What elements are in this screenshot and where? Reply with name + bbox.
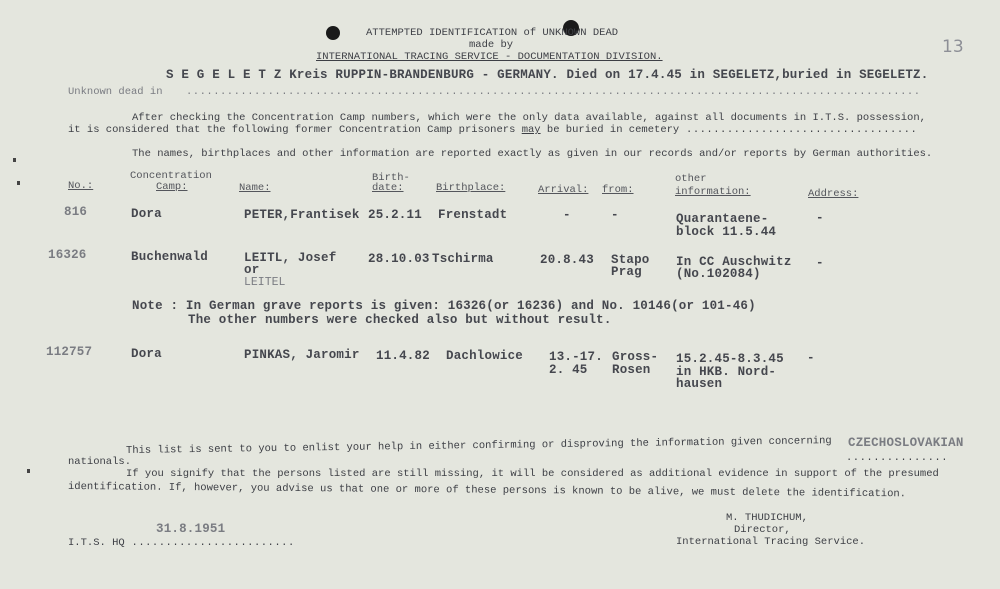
list-sent-line-1: This list is sent to you to enlist your help in either confirming or disproving the information given concerning — [125, 435, 832, 457]
nationality: CZECHOSLOVAKIAN — [848, 436, 964, 450]
row-other-2: in HKB. Nord- — [676, 365, 777, 379]
sheet-number: 13 — [942, 37, 964, 57]
location-line: S E G E L E T Z Kreis RUPPIN-BRANDENBURG - GERMANY. Died on 17.4.45 in SEGELETZ,buried in SEGELETZ. — [166, 68, 929, 82]
row-no: 112757 — [46, 345, 93, 359]
signer-title: Director, — [734, 524, 791, 536]
note-line-2: The other numbers were checked also but without result. — [188, 313, 612, 327]
row-birthplace: Frenstadt — [438, 208, 508, 222]
row-arrival: 20.8.43 — [540, 253, 594, 267]
col-other: information: — [675, 186, 751, 198]
signer-name: M. THUDICHUM, — [726, 512, 808, 524]
row-name: LEITL, Josef — [244, 251, 337, 265]
row-camp: Dora — [131, 207, 162, 221]
signer-org: International Tracing Service. — [676, 536, 866, 548]
row-arrival-1: 13.-17. — [549, 350, 603, 364]
row-from-2: Rosen — [612, 363, 651, 377]
col-from: from: — [602, 184, 634, 196]
row-name: PETER,Frantisek — [244, 208, 360, 222]
row-name: PINKAS, Jaromir — [244, 348, 360, 362]
margin-mark — [27, 469, 30, 473]
row-from-1: Gross- — [612, 350, 659, 364]
made-by: made by — [469, 39, 514, 51]
col-address: Address: — [808, 188, 859, 200]
row-other-1: 15.2.45-8.3.45 — [676, 352, 784, 366]
row-no: 816 — [64, 205, 88, 219]
col-camp: Camp: — [156, 181, 188, 193]
col-birthplace: Birthplace: — [436, 182, 506, 194]
row-birthplace: Tschirma — [432, 252, 494, 266]
list-sent-dots: ............... — [846, 452, 949, 464]
row-other-1: Quarantaene- — [676, 212, 769, 226]
col-name: Name: — [239, 182, 271, 194]
col-birth-top: Birth- — [372, 172, 410, 184]
col-arrival: Arrival: — [538, 184, 589, 196]
row-from-2: Prag — [611, 265, 642, 279]
unknown-dead-label: Unknown dead in — [68, 86, 163, 98]
row-name-or: or — [244, 263, 260, 277]
row-camp: Dora — [131, 347, 162, 361]
row-birthdate: 11.4.82 — [376, 349, 430, 363]
dotted-line: ............................................................................................................ — [186, 86, 921, 98]
document-title: ATTEMPTED IDENTIFICATION of UNKNOWN DEAD — [366, 27, 619, 39]
row-no: 16326 — [48, 248, 87, 262]
col-camp-top: Concentration — [130, 170, 212, 182]
signify-line-2: identification. If, however, you advise us that one or more of these persons is known to be alive, we must delete the identification. — [67, 481, 907, 501]
row-birthdate: 28.10.03 — [368, 252, 430, 266]
intro-line-1: After checking the Concentration Camp numbers, which were the only data available, against all documents in I.T.S. possession, — [132, 112, 926, 124]
row-birthdate: 25.2.11 — [368, 208, 422, 222]
row-address: - — [816, 256, 824, 270]
col-other-top: other — [675, 173, 707, 185]
row-from: - — [611, 208, 619, 222]
division-line: INTERNATIONAL TRACING SERVICE - DOCUMENTATION DIVISION. — [316, 51, 663, 63]
row-address: - — [816, 211, 824, 225]
row-from-1: Stapo — [611, 253, 650, 267]
row-arrival: - — [563, 208, 571, 222]
row-other-1: In CC Auschwitz — [676, 255, 792, 269]
row-other-3: hausen — [676, 377, 723, 391]
document-date: 31.8.1951 — [156, 522, 226, 536]
row-arrival-2: 2. 45 — [549, 363, 588, 377]
row-other-2: block 11.5.44 — [676, 225, 777, 239]
margin-mark — [17, 181, 20, 185]
row-camp: Buchenwald — [131, 250, 209, 264]
col-birthdate: date: — [372, 182, 404, 194]
list-sent-line-2: nationals. — [68, 456, 132, 468]
intro-line-2: it is considered that the following former Concentration Camp prisoners may be buried in cemetery .................................. — [68, 124, 918, 136]
punch-hole-left — [326, 26, 340, 40]
note-line-1: Note : In German grave reports is given: 16326(or 16236) and No. 10146(or 101-46) — [132, 299, 756, 313]
hq-label: I.T.S. HQ ........................ — [68, 537, 295, 549]
row-birthplace: Dachlowice — [446, 349, 524, 363]
col-no: No.: — [68, 180, 94, 192]
signify-line-1: If you signify that the persons listed are still missing, it will be considered as additional evidence in support of the presumed — [126, 468, 939, 480]
names-note: The names, birthplaces and other information are reported exactly as given in our records and/or reports by German authorities. — [132, 148, 933, 160]
row-address: - — [807, 351, 815, 365]
row-name-alt: LEITEL — [244, 276, 286, 289]
row-other-2: (No.102084) — [676, 267, 761, 281]
margin-mark — [13, 158, 16, 162]
